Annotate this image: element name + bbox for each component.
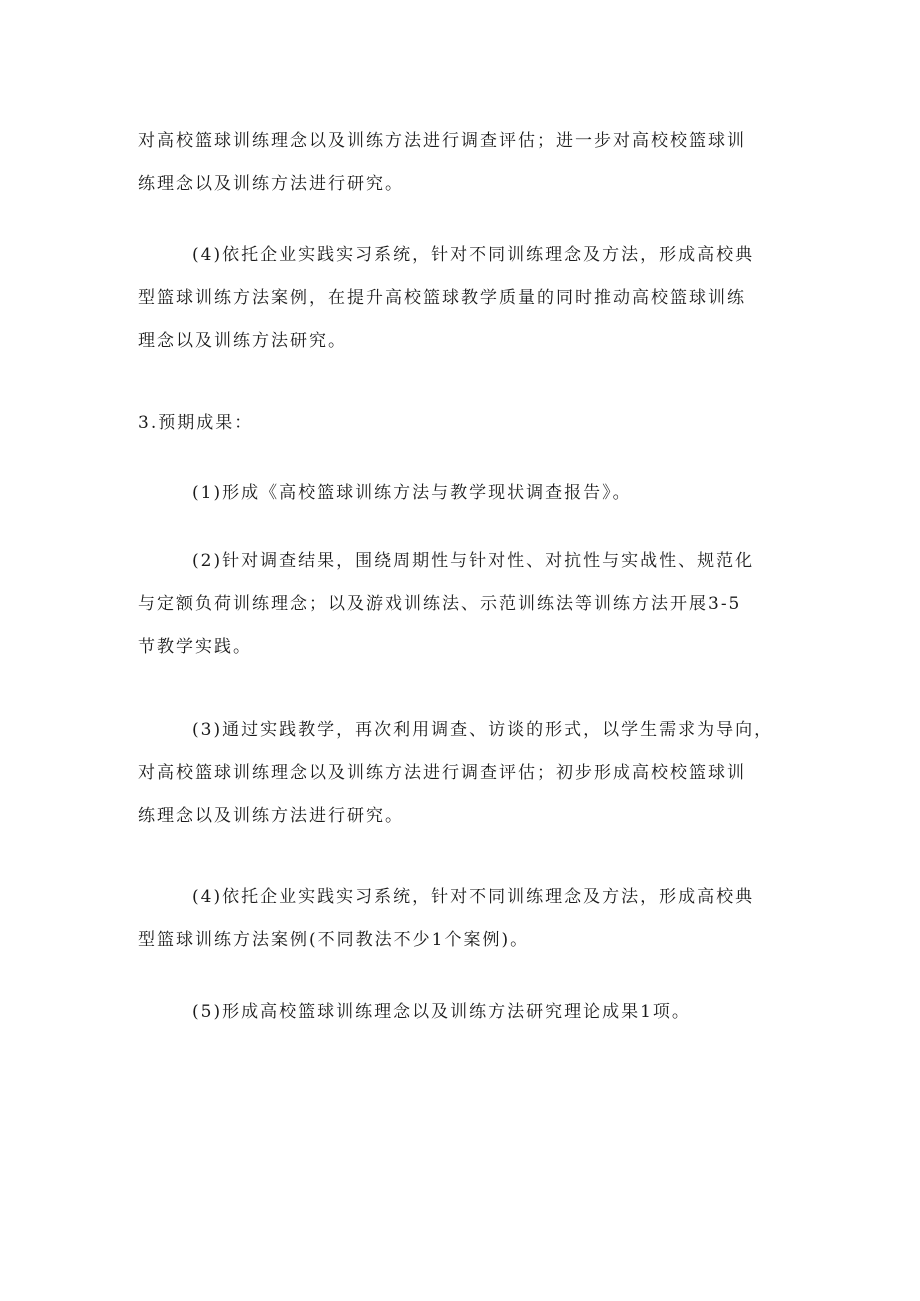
text-line: 节教学实践。 [138, 637, 252, 657]
text-line: (1)形成《高校篮球训练方法与教学现状调查报告》。 [192, 483, 632, 503]
paragraph-result-2 [138, 544, 783, 665]
text-line: (5)形成高校篮球训练理念以及训练方法研究理论成果1项。 [192, 1002, 691, 1022]
text-line: (2)针对调查结果，围绕周期性与针对性、对抗性与实战性、规范化 [192, 551, 755, 571]
text-line: 练理念以及训练方法进行研究。 [138, 174, 404, 194]
text-line: 理念以及训练方法研究。 [138, 331, 347, 351]
paragraph-item-4-practice [138, 238, 783, 359]
section-heading-expected-results [138, 406, 783, 441]
text-line: 与定额负荷训练理念；以及游戏训练法、示范训练法等训练方法开展3-5 [138, 594, 742, 614]
text-line: 对高校篮球训练理念以及训练方法进行调查评估；初步形成高校校篮球训 [138, 763, 746, 783]
text-line: (4)依托企业实践实习系统，针对不同训练理念及方法，形成高校典 [192, 887, 755, 907]
text-line: 对高校篮球训练理念以及训练方法进行调查评估；进一步对高校校篮球训 [138, 131, 746, 151]
text-line: 3.预期成果： [138, 413, 254, 433]
paragraph-result-3 [138, 713, 783, 834]
paragraph-result-5 [138, 995, 783, 1030]
text-line: 型篮球训练方法案例(不同教法不少1个案例)。 [138, 930, 530, 950]
text-line: 练理念以及训练方法进行研究。 [138, 806, 404, 826]
text-line: 型篮球训练方法案例，在提升高校篮球教学质量的同时推动高校篮球训练 [138, 288, 746, 308]
paragraph-result-4 [138, 880, 783, 958]
paragraph-result-1 [138, 476, 783, 511]
text-line: (4)依托企业实践实习系统，针对不同训练理念及方法，形成高校典 [192, 245, 755, 265]
paragraph-survey-continuation [138, 124, 783, 202]
text-line: (3)通过实践教学，再次利用调查、访谈的形式，以学生需求为导向， [192, 720, 774, 740]
